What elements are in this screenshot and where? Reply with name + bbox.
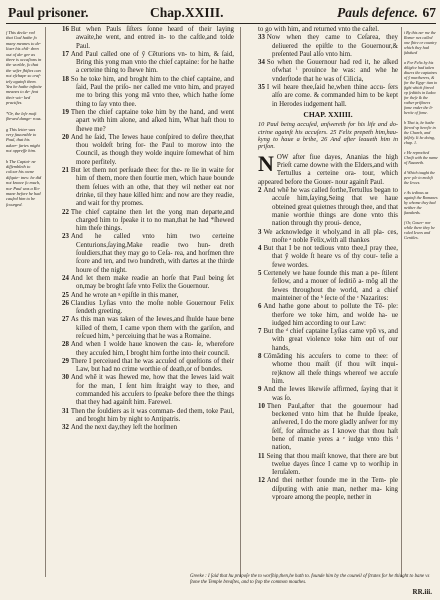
verse-text: And when I wolde haue knowen the cau- ſe, wherefore they accuſed him, I broght him forthe into their council.: [70, 341, 234, 357]
left-margin-notes: [6, 30, 42, 212]
right-column-rule: [401, 27, 402, 577]
verse: [258, 229, 398, 246]
verse-number: 27: [62, 316, 69, 324]
verse: [62, 109, 234, 134]
verse-number: 31: [62, 407, 69, 415]
verse-number: 7: [258, 328, 262, 336]
drop-cap: N: [258, 150, 274, 176]
verse-text: And whē he was called forthe,Tertullus began to accuſe him,ſaying,Seing that we haue obteined great quietnes through thee, and that manie worthie things are done vnto this nation through thy proui- dence,: [263, 187, 398, 228]
verse-text: And the next day,they left the horſmen: [70, 424, 178, 432]
verse-text: But that I be not tedious vnto thee,I pray thee, that ỹ wolde ſt heare vs of thy cour- teſie a fewe wordes.: [263, 245, 398, 269]
right-column-pre: [258, 26, 398, 109]
verse: [62, 424, 234, 432]
running-header: [8, 4, 436, 22]
verse-number: 16: [62, 26, 69, 33]
verse-number: 24: [62, 274, 69, 282]
verse: [258, 303, 398, 328]
verse: [258, 84, 398, 109]
verse: [62, 26, 234, 51]
verse: [258, 386, 398, 403]
verse-text: Then the ſouldiers as it was comman- ded them, toke Paul, and broght him by night to Antipatris.: [70, 407, 234, 423]
verse-number: 33: [258, 34, 265, 42]
verse-text: And he ſaid, The Iewes haue conſpired to deſire thee,that thou woldeſt bring for- the Paul to morow into the Council, as though they wolde inquire ſomewhat of him more perfitely.: [70, 133, 234, 166]
verse-number: 34: [258, 59, 265, 67]
verse-text: And he called vnto him two certeine Centurions,ſaying,Make readie two hun- dreth ſouldiers,that they may go to Ceſa- rea, and horſmen thre ſcore and ten, and two hundreth, with dartes at the thirde houre of the night.: [70, 233, 234, 274]
margin-note: h The Captai- ne diſſembleth to colour his owne diſquie- tnes: he did not knowe ſo much, nor Paul was a Ro- mane before he had cauſed him to be ſcourged.: [6, 158, 42, 207]
verse-number: 20: [62, 133, 69, 141]
verse-text: Now when they came to Ceſarea, they deliuered the epiſtle to the Gouernour,& preſented Paul alſo vnto him.: [266, 34, 398, 58]
verse: [62, 316, 234, 341]
verse-number: 12: [258, 477, 265, 485]
verse-number: 35: [258, 84, 265, 92]
verse: [62, 275, 234, 292]
verse-text: Seing that thou maiſt knowe, that there are but twelue dayes ſince I came vp to worſhip in Ieruſalem.: [266, 452, 398, 477]
verse-text: OW after fiue dayes, Ananias the high Prieſt came downe with the Elders,and with Tertullus a certeine ora- tour, which appeared before the Gouer- nour againſt Paul.: [258, 153, 398, 186]
margin-note: f Or, Gouer- nor while there they be ruled Iewes and Gentiles.: [404, 220, 435, 240]
verse-text: Claudius Lyſias vnto the moſte noble Gouernour Felix ſendeth greeting.: [70, 299, 234, 316]
right-column-post: [258, 150, 398, 502]
center-column-rule: [240, 27, 241, 577]
verse: [62, 233, 234, 274]
verse-number: 18: [62, 75, 69, 83]
margin-note: a For Felix by his diligēce had taken diuers the captaines of ỹ murtherers, & for the Egyp- tian to fight which ſtirred vp ſeditiōs in Iudea for theſe & the rather priſōners ſome vnder the li- bertie of ſome.: [404, 60, 438, 115]
verse-text: We acknowledge it wholy,and in all pla- ces, moſte ᵃ noble Felix,with all thankes: [263, 228, 398, 244]
verse-text: And he wrote an ᵍ epiſtle in this maner,: [70, 291, 179, 299]
left-column-rule: [45, 27, 46, 577]
margin-note: f This decla- red that God hathe ſo many meanes to de- liuer his chil- dren out of da- ger as there is occaſions in the worlde, ſo that the wiſer ſhiftes can not eſchape so craf- tely againſt them. Yea he hathe infinite meanes to de- feat their wic- ked practiſes.: [6, 30, 42, 106]
verse: [258, 477, 398, 502]
margin-note: e As tedious as againſt the Romanes by whome they had neither the ſtandards.: [404, 190, 438, 215]
verse-number: 6: [258, 303, 262, 311]
verse-text: And thei nether founde me in the Tem- ple diſputing with anie man, nether ma- king vproare among the people, nether in: [266, 477, 398, 502]
verse-number: 11: [258, 452, 265, 460]
footnote: Greeke : I ſaid that hu propoſe the to worſhip,then,he hath to. founde him by the couneil of ſtrates for he thiught to bane vs ſtone the Temple breaſtes, and to ſtop the common mouthes.: [190, 574, 430, 585]
verse-number: 22: [62, 208, 69, 216]
catchword: RR.iii.: [412, 588, 432, 596]
header-chapter: Chap.XXIII.: [150, 5, 224, 20]
verse: [258, 59, 398, 84]
verse-text: And whē it was ſhewed me, how that the Iewes laid wait for the man, I ſent him ſtraight way to thee, and commanded his accuſers to ſpeake before thee the things that they had againſt him. Farewel.: [70, 374, 234, 407]
verse: [62, 209, 234, 234]
margin-note: g This letter was very fauorable to Paul, that his aduer- ſaries might not oppreſſe him.: [6, 126, 40, 154]
verse-number: 3: [258, 228, 262, 236]
verse-text: But let them not perſuade thee: for the- re lie in waite for him of them, more then fourtie men, which haue bounde them ſelues with an othe, that they wil nether eat nor drinke, til they haue killed him: and now are they readie, and wait for thy promes.: [70, 167, 234, 208]
verse-number: 19: [62, 108, 69, 116]
verse: [62, 358, 234, 375]
header-right-title: Pauls defence.: [337, 5, 418, 20]
margin-note: b That is, he hathe ſtirred vp herefie in the Church, and falſely. It be doing, chap. 1.: [404, 120, 436, 145]
verse-number: 25: [62, 291, 69, 299]
verse: [62, 76, 234, 109]
verse: [258, 150, 398, 187]
right-text-column: [258, 26, 398, 502]
verse-text: Then Paul,after that the gouernour had beckened vnto him that he ſhulde ſpeake, anſwered, I do the more gladly anſwer for my ſelf, for aſmuche as I knowe that thou haſt bene of manie yeres a ᵉ iudge vnto this ᶠ nation,: [266, 402, 398, 452]
verse: [258, 187, 398, 228]
verse-text: to go with him, and returned vnto the caſtel.: [258, 26, 379, 33]
margin-note: i By this na- me the Roma- nes called one ſhire or country which they had ſubdued: [404, 30, 437, 55]
verse: [258, 34, 398, 59]
verse-text: And the Iewes likewiſe affirmed, ſaying that it was ſo.: [263, 386, 398, 402]
verse-text: And hathe gone about to pollute the Tē- ple: therfore we toke him, and wolde ha- ue iudged him according to our Law:: [263, 303, 398, 327]
verse-text: There I perceiued that he was accuſed of queſtions of their Law, but had no crime worthie of death,or of bondes.: [70, 357, 234, 374]
verse: [258, 328, 398, 353]
verse-number: 10: [258, 402, 265, 410]
verse-text: So when the Gouernour had red it, he aſked ofwhat ⁱ prouince he was: and whe he vnderſtode that he was of Cilicia,: [266, 59, 398, 83]
chapter-summary: 10 Paul being accuſed, anſwereth for his life and do- ctrine againſt his accuſers. 25 Felix prepeth him,hau- kyng to haue a bribe, 26 And after leaueth him in priſon.: [258, 121, 398, 151]
margin-note: *Or, the leſe moſt ſhewed dange- rous.: [6, 110, 42, 122]
verse-number: 23: [62, 233, 69, 241]
verse: [258, 245, 398, 270]
verse: [62, 134, 234, 167]
verse: [258, 453, 398, 478]
verse-text: But the ᵈ chief captaine Lyſias came vpō vs, and with great violence toke him out of our hands,: [263, 328, 398, 352]
verse: [62, 341, 234, 358]
page-number: 67: [422, 5, 436, 20]
verse-number: 4: [258, 245, 262, 253]
verse-number: 5: [258, 270, 262, 278]
verse-text: As this man was taken of the Iewes,and ſhulde haue bene killed of them, I came vpon them with the gariſon, and reſcued him, ʰ perceiuing that he was a Romaine.: [70, 316, 234, 340]
verse: [62, 292, 234, 300]
verse-text: I wil heare thee,ſaid he,when thine accu- ſers alſo are come. & commanded him to be kept in Herodes iudgement hall.: [266, 84, 398, 108]
chapter-heading: CHAP. XXIIII.: [303, 109, 353, 119]
header-left-title: Paul prisoner.: [8, 5, 89, 20]
verse: [62, 374, 234, 407]
verse-text: Certenely we haue founde this man a pe- ſtilent fellow, and a mouer of ſeditiō a- mōg all the Iewes throughout the world, and a chief mainteiner of the ᵇ ſecte of the ᶜ Nazarites:: [263, 270, 398, 302]
verse: [258, 26, 398, 34]
margin-note: d Which taught the peo- ple to moleſt the Iewes.: [404, 170, 436, 185]
verse-number: 29: [62, 357, 69, 365]
verse-text: And Paul called one of ỹ Cēturions vn- to him, & ſaid, Bring this yong man vnto the chief captaine: for he hathe a certeine thing to ſhewe him.: [70, 50, 234, 75]
verse: [62, 408, 234, 425]
right-margin-notes: [404, 30, 438, 245]
verse-text: The chief captaine then let the yong man departe,and charged him to ſpeake it to no man,that he had *ſhewed him theſe things.: [70, 208, 234, 233]
margin-note: c He reproched Chriſt with the name of Nazareth.: [404, 150, 438, 165]
verse: [62, 300, 234, 317]
verse-number: 2: [258, 187, 262, 195]
verse-number: 8: [258, 353, 262, 361]
verse-text: But when Pauls ſiſters ſonne heard of their laying awaite,he went, and entred in- to the caſtle,and tolde Paul.: [70, 26, 234, 50]
verse: [62, 167, 234, 208]
verse-text: So he toke him, and broght him to the chief captaine, and ſaid, Paul the priſo- ner called me vnto him, and prayed me to bring this yong mā vnto thee, which hathe ſome thing to ſay vnto thee.: [70, 75, 234, 108]
verse-text: Cōmāding his accuſers to come to thee: of whome thou maiſt (if thou wilt inqui- re)know all theſe things whereof we accuſe him.: [263, 353, 398, 385]
verse-number: 26: [62, 299, 69, 307]
left-text-column: [62, 26, 234, 433]
header-rule: [6, 23, 436, 24]
verse-number: 9: [258, 386, 262, 394]
verse-text: Then the chief captaine toke him by the hand, and went apart with him alone, and aſked him, What haſt thou to ſhewe me?: [70, 108, 234, 133]
verse: [258, 270, 398, 303]
verse-number: 17: [62, 50, 69, 58]
verse-number: 30: [62, 374, 69, 382]
verse: [62, 51, 234, 76]
verse-number: 21: [62, 167, 69, 175]
verse: [258, 353, 398, 386]
verse-number: 28: [62, 341, 69, 349]
verse-number: 32: [62, 424, 69, 432]
verse: [258, 403, 398, 453]
verse-text: And let them make readie an horſe that Paul being ſet on,may be broght ſafe vnto Felix the Gouernour.: [70, 274, 234, 291]
